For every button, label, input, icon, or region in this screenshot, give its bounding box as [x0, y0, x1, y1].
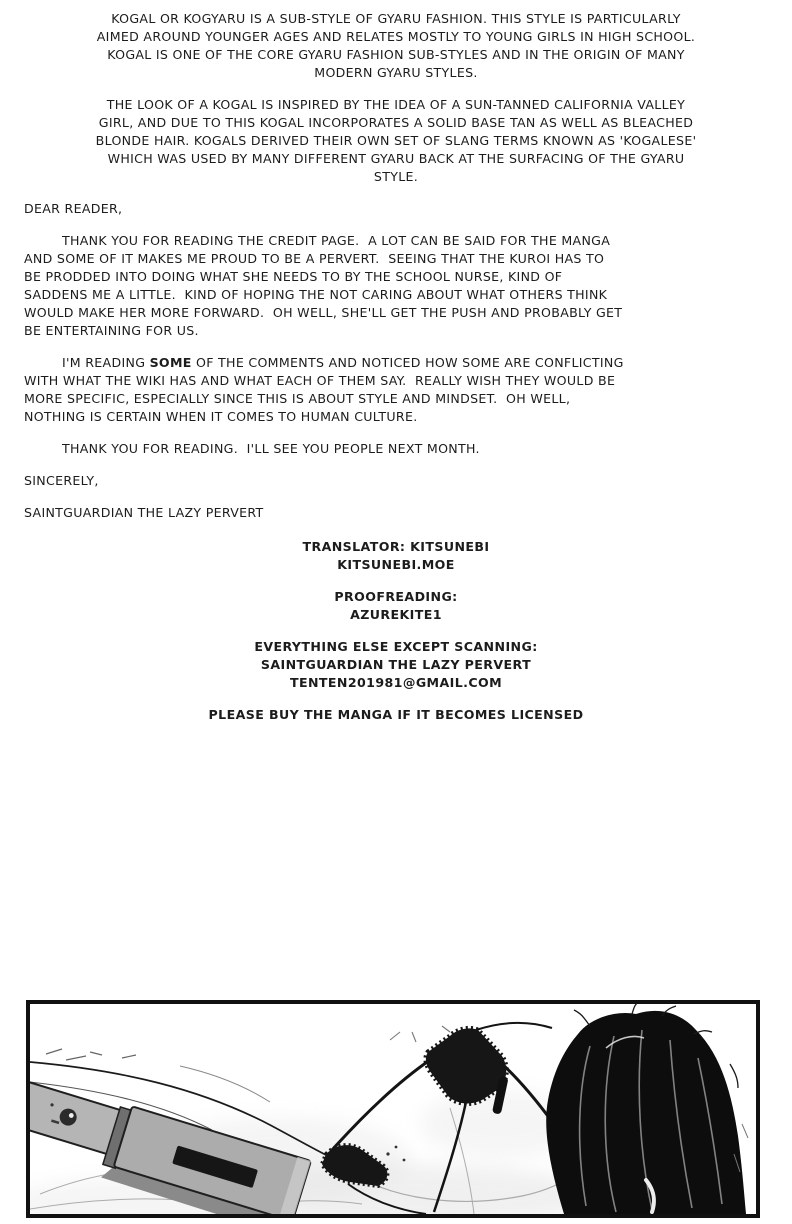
intro-paragraph-look [24, 96, 768, 186]
text-line [24, 354, 768, 372]
letter-signature [24, 504, 768, 522]
letter-paragraph-1 [24, 232, 768, 340]
proofreader-name: AZUREKITE1 [350, 607, 442, 622]
manga-panel [26, 1000, 760, 1218]
text-line: WOULD MAKE HER MORE FORWARD. OH WELL, SHE'LL GET THE PUSH AND PROBABLY GET [24, 305, 623, 320]
text-line: NOTHING IS CERTAIN WHEN IT COMES TO HUMAN CULTURE. [24, 409, 418, 424]
text-line: DEAR READER, [24, 201, 123, 216]
text-segment: OF THE COMMENTS AND NOTICED HOW SOME ARE CONFLICTING [191, 355, 624, 370]
license-note [24, 706, 768, 724]
text-line: MORE SPECIFIC, ESPECIALLY SINCE THIS IS ABOUT STYLE AND MINDSET. OH WELL, [24, 391, 571, 406]
text-line: THANK YOU FOR READING. I'LL SEE YOU PEOPLE NEXT MONTH. [62, 441, 480, 456]
text-line: WHICH WAS USED BY MANY DIFFERENT GYARU BACK AT THE SURFACING OF THE GYARU [107, 151, 685, 166]
hair-drawing [546, 1004, 748, 1214]
other-label: EVERYTHING ELSE EXCEPT SCANNING: [254, 639, 538, 654]
translator-site: KITSUNEBI.MOE [337, 557, 455, 572]
other-email: TENTEN201981@GMAIL.COM [289, 675, 503, 690]
credits-translator [24, 538, 768, 574]
letter-paragraph-2 [24, 354, 768, 426]
text-line: KOGAL IS ONE OF THE CORE GYARU FASHION SUB-STYLES AND IN THE ORIGIN OF MANY [107, 47, 685, 62]
bold-text-segment: SOME [149, 355, 192, 370]
text-line: MODERN GYARU STYLES. [314, 65, 478, 80]
text-line: THE LOOK OF A KOGAL IS INSPIRED BY THE IDEA OF A SUN-TANNED CALIFORNIA VALLEY [106, 97, 686, 112]
text-line: SADDENS ME A LITTLE. KIND OF HOPING THE NOT CARING ABOUT WHAT OTHERS THINK [24, 287, 608, 302]
text-line: BLONDE HAIR. KOGALS DERIVED THEIR OWN SET OF SLANG TERMS KNOWN AS 'KOGALESE' [95, 133, 697, 148]
license-note-line: PLEASE BUY THE MANGA IF IT BECOMES LICENSED [208, 707, 584, 722]
credit-text-column [0, 10, 792, 724]
text-line: AND SOME OF IT MAKES ME PROUD TO BE A PERVERT. SEEING THAT THE KUROI HAS TO [24, 251, 605, 266]
credits-proofreading [24, 588, 768, 624]
proofreading-label: PROOFREADING: [334, 589, 458, 604]
text-line: THANK YOU FOR READING THE CREDIT PAGE. A LOT CAN BE SAID FOR THE MANGA [62, 233, 611, 248]
text-line: KOGAL OR KOGYARU IS A SUB-STYLE OF GYARU FASHION. THIS STYLE IS PARTICULARLY [111, 11, 681, 26]
text-line: GIRL, AND DUE TO THIS KOGAL INCORPORATES A SOLID BASE TAN AS WELL AS BLEACHED [98, 115, 694, 130]
letter-sign-off [24, 472, 768, 490]
intro-paragraph-kogal [24, 10, 768, 82]
text-line: AIMED AROUND YOUNGER AGES AND RELATES MOSTLY TO YOUNG GIRLS IN HIGH SCHOOL. [96, 29, 696, 44]
letter-closing-line [24, 440, 768, 458]
translator-credit: TRANSLATOR: KITSUNEBI [302, 539, 490, 554]
text-line: BE PRODDED INTO DOING WHAT SHE NEEDS TO BY THE SCHOOL NURSE, KIND OF [24, 269, 563, 284]
text-line: BE ENTERTAINING FOR US. [24, 323, 199, 338]
manga-panel-illustration [30, 1004, 756, 1214]
text-line: SINCERELY, [24, 473, 99, 488]
other-name: SAINTGUARDIAN THE LAZY PERVERT [260, 657, 532, 672]
text-line: WITH WHAT THE WIKI HAS AND WHAT EACH OF THEM SAY. REALLY WISH THEY WOULD BE [24, 373, 616, 388]
text-segment: I'M READING [62, 355, 150, 370]
text-line: STYLE. [373, 169, 419, 184]
credits-other [24, 638, 768, 692]
text-line: SAINTGUARDIAN THE LAZY PERVERT [24, 505, 264, 520]
credits-section [24, 538, 768, 724]
letter-salutation [24, 200, 768, 218]
